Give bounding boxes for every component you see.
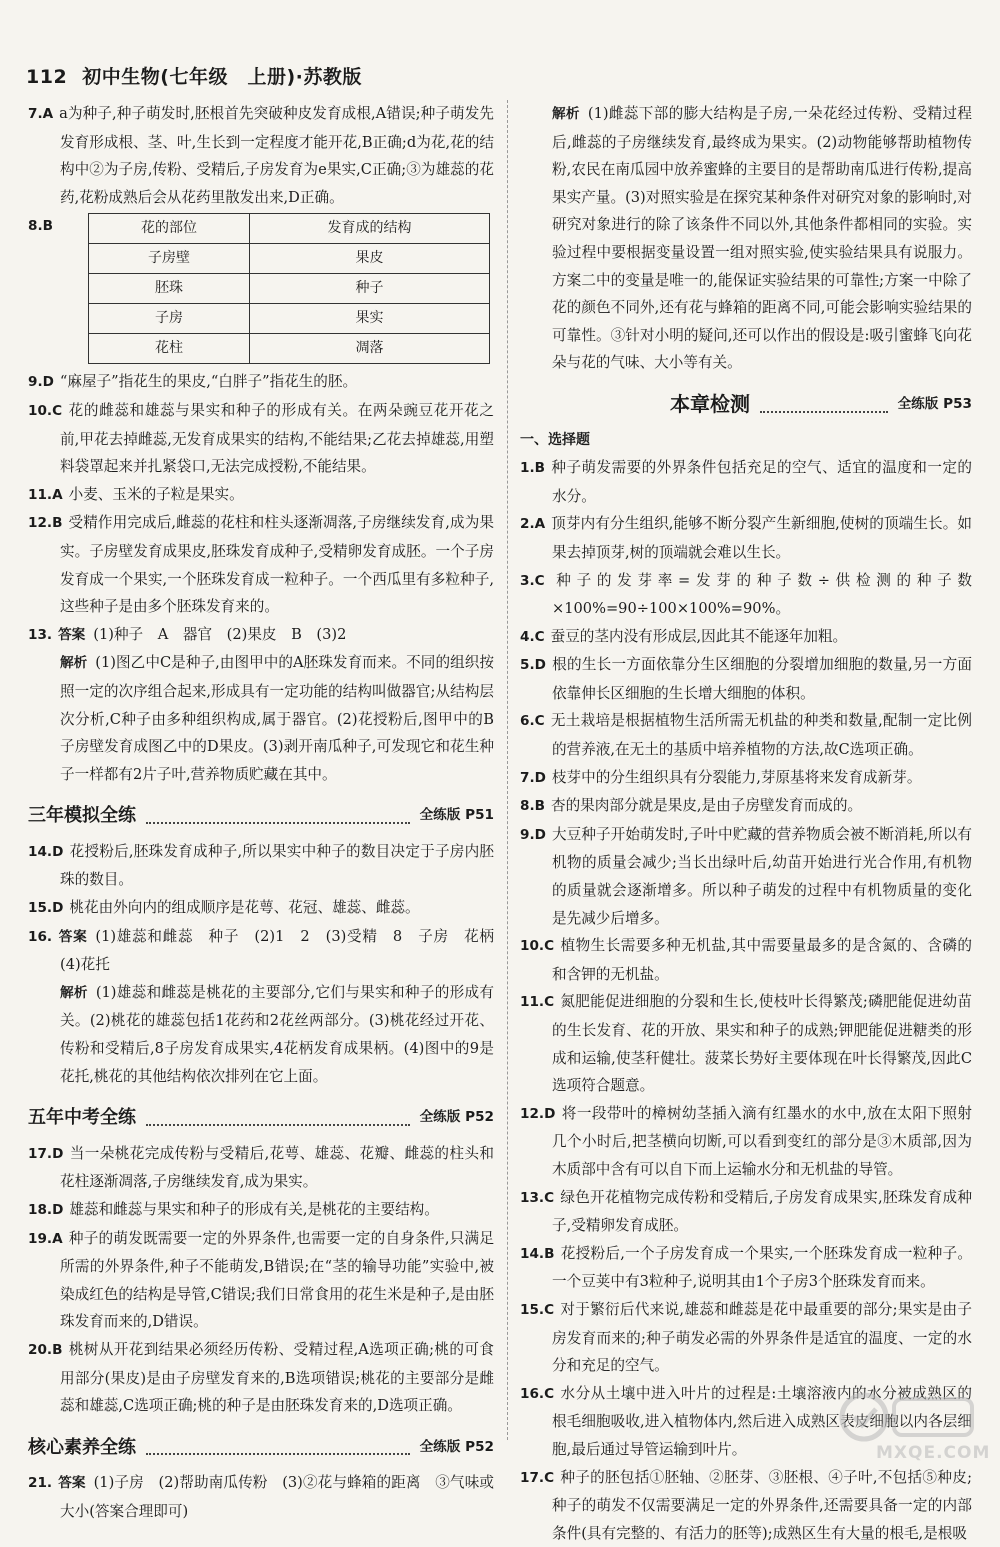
answer-number: 1.B bbox=[520, 460, 545, 476]
answer-number: 2.A bbox=[520, 516, 545, 532]
answer-item bbox=[520, 764, 972, 793]
page-title: 初中生物(七年级 上册)·苏教版 bbox=[82, 66, 362, 88]
answer-number: 16.C bbox=[520, 1386, 554, 1402]
answer-text: 氮肥能促进细胞的分裂和生长,使枝叶长得繁茂;磷肥能促进幼苗的生长发育、花的开放、果实和种子的成熟;钾肥能促进糖类的形成和运输,使茎秆健壮。菠菜长势好主要体现在叶长得繁茂,因此C选项符合题意。 bbox=[552, 993, 972, 1094]
answer-text: 杏的果肉部分就是果皮,是由子房壁发育而成的。 bbox=[551, 797, 862, 814]
section-heading: 五年中考全练 全练版 P52 bbox=[28, 1104, 494, 1132]
answer-item: 21. 答案 (1)子房 (2)帮助南瓜传粉 (3)②花与蜂箱的距离 ③气味或大小(答案合理即可) bbox=[28, 1469, 494, 1525]
answer-text: 无土栽培是根据植物生活所需无机盐的种类和数量,配制一定比例的营养液,在无土的基质中培养植物的方法,故C选项正确。 bbox=[551, 712, 972, 758]
answer-number: 8.B bbox=[520, 798, 545, 814]
answer-number: 5.D bbox=[520, 657, 546, 673]
section-heading: 三年模拟全练 全练版 P51 bbox=[28, 802, 494, 830]
answer-text: 水分从土壤中进入叶片的过程是:土壤溶液内的水分被成熟区的根毛细胞吸收,进入植物体内,然后进入成熟区表皮细胞以内各层细胞,最后通过导管运输到叶片。 bbox=[552, 1385, 972, 1458]
answer-item bbox=[520, 707, 972, 763]
answer-text: 枝芽中的分生组织具有分裂能力,芽原基将来发育成新芽。 bbox=[552, 769, 922, 786]
answer-item bbox=[520, 623, 972, 652]
answer-item: 7.A a为种子,种子萌发时,胚根首先突破种皮发育成根,A错误;种子萌发先发育形成根、茎、叶,生长到一定程度才能开花,B正确;d为花,花的结构中②为子房,传粉、受精后,子房发育为e果实,C正确;③为雄蕊的花药,花粉成熟后会从花药里散发出来,D正确。 bbox=[28, 100, 494, 211]
answer-text: 顶芽内有分生组织,能够不断分裂产生新细胞,使树的顶端生长。如果去掉顶芽,树的顶端就会难以生长。 bbox=[551, 515, 972, 561]
answer-number: 4.C bbox=[520, 629, 545, 645]
answer-number: 12.D bbox=[520, 1106, 555, 1122]
left-column bbox=[28, 100, 494, 1526]
answer-item: 17.D 当一朵桃花完成传粉与受精后,花萼、雄蕊、花瓣、雌蕊的柱头和花柱逐渐凋落,子房继续发育,成为果实。 bbox=[28, 1140, 494, 1196]
column-divider bbox=[507, 100, 508, 1440]
answer-text: 大豆种子开始萌发时,子叶中贮藏的营养物质会被不断消耗,所以有机物的质量会减少;当长出绿叶后,幼苗开始进行光合作用,有机物的质量就会逐渐增多。所以种子萌发的过程中有机物质量的变化是先减少后增多。 bbox=[552, 826, 972, 927]
subsection-heading: 一、选择题 bbox=[520, 427, 972, 455]
answer-number: 6.C bbox=[520, 713, 545, 729]
answer-item bbox=[520, 1240, 972, 1296]
answer-item: 14.D 花授粉后,胚珠发育成种子,所以果实中种子的数目决定于子房内胚珠的数目。 bbox=[28, 838, 494, 894]
right-column bbox=[520, 100, 972, 1547]
page-header bbox=[26, 62, 362, 89]
answer-text: 蚕豆的茎内没有形成层,因此其不能逐年加粗。 bbox=[551, 628, 848, 645]
answer-item-table: 8.B 花的部位 发育成的结构 子房壁 果皮 胚珠 种子 子房 果实 花柱 凋落 bbox=[28, 213, 494, 364]
answer-item: 10.C 花的雌蕊和雄蕊与果实和种子的形成有关。在两朵豌豆花开花之前,甲花去掉雌蕊,无发育成果实的结构,不能结果;乙花去掉雄蕊,用塑料袋罩起来并扎紧袋口,无法完成授粉,不能结果。 bbox=[28, 397, 494, 481]
answer-item bbox=[520, 792, 972, 821]
answer-item: 18.D 雄蕊和雌蕊与果实和种子的形成有关,是桃花的主要结构。 bbox=[28, 1196, 494, 1225]
answer-item bbox=[520, 1464, 972, 1547]
answer-text: 植物生长需要多种无机盐,其中需要量最多的是含氮的、含磷的和含钾的无机盐。 bbox=[552, 937, 972, 983]
answer-item: 20.B 桃树从开花到结果必须经历传粉、受精过程,A选项正确;桃的可食用部分(果皮)是由子房壁发育来的,B选项错误;桃花的主要部分是雌蕊和雄蕊,C选项正确;桃的种子是由胚珠发育来的,D选项正确。 bbox=[28, 1336, 494, 1420]
answer-item bbox=[520, 454, 972, 510]
section-heading: 核心素养全练 全练版 P52 bbox=[28, 1434, 494, 1462]
section-heading: 本章检测 全练版 P53 bbox=[670, 391, 972, 419]
answer-number: 9.D bbox=[520, 827, 546, 843]
watermark-text: MXQE.COM bbox=[876, 1443, 990, 1463]
analysis: 解析 (1)雌蕊下部的膨大结构是子房,一朵花经过传粉、受精过程后,雌蕊的子房继续发育,最终成为果实。(2)动物能够帮助植物传粉,农民在南瓜园中放养蜜蜂的主要目的是帮助南瓜进行传粉,提高果实产量。(3)对照实验是在探究某种条件对研究对象的影响时,对研究对象进行的除了该条件不同以外,其他条件都相同的实验。实验过程中要根据变量设置一组对照实验,使实验结果具有说服力。方案二中的变量是唯一的,能保证实验结果的可靠性;方案一中除了花的颜色不同外,还有花与蜂箱的距离不同,可能会影响实验结果的可靠性。③针对小明的疑问,还可以作出的假设是:吸引蜜蜂飞向花朵与花的气味、大小等有关。 bbox=[520, 100, 972, 377]
flower-parts-table: 花的部位 发育成的结构 子房壁 果皮 胚珠 种子 子房 果实 花柱 凋落 bbox=[88, 213, 490, 364]
answer-text: 种子的发芽率=发芽的种子数÷供检测的种子数×100%=90÷100×100%=90%。 bbox=[551, 572, 972, 618]
answer-number: 14.B bbox=[520, 1246, 554, 1262]
answer-item: 16. 答案 (1)雄蕊和雌蕊 种子 (2)1 2 (3)受精 8 子房 花柄 (4)花托 bbox=[28, 923, 494, 979]
answer-number: 7.D bbox=[520, 770, 546, 786]
answer-item: 13. 答案 (1)种子 A 器官 (2)果皮 B (3)2 bbox=[28, 621, 494, 650]
answer-item bbox=[520, 1296, 972, 1380]
answer-text: 种子萌发需要的外界条件包括充足的空气、适宜的温度和一定的水分。 bbox=[551, 459, 972, 505]
watermark-logo bbox=[836, 1377, 986, 1467]
answer-item: 11.A 小麦、玉米的子粒是果实。 bbox=[28, 481, 494, 510]
answer-text: 花授粉后,一个子房发育成一个果实,一个胚珠发育成一粒种子。一个豆荚中有3粒种子,说明其由1个子房3个胚珠发育而来。 bbox=[552, 1245, 972, 1291]
answer-item bbox=[520, 651, 972, 707]
answer-number: 3.C bbox=[520, 573, 545, 589]
answer-item bbox=[520, 1184, 972, 1240]
answer-number: 15.C bbox=[520, 1302, 554, 1318]
answer-text: 绿色开花植物完成传粉和受精后,子房发育成果实,胚珠发育成种子,受精卵发育成胚。 bbox=[552, 1189, 972, 1235]
answer-item bbox=[520, 567, 972, 623]
answer-number: 13.C bbox=[520, 1190, 554, 1206]
answer-item: 19.A 种子的萌发既需要一定的外界条件,也需要一定的自身条件,只满足所需的外界条件,种子不能萌发,B错误;在“茎的输导功能”实验中,被染成红色的结构是导管,C错误;我们日常食用的花生米是种子,是由胚珠发育而来的,D错误。 bbox=[28, 1225, 494, 1336]
answer-item: 15.D 桃花由外向内的组成顺序是花萼、花冠、雄蕊、雌蕊。 bbox=[28, 894, 494, 923]
answer-text: 将一段带叶的樟树幼茎插入滴有红墨水的水中,放在太阳下照射几个小时后,把茎横向切断,可以看到变红的部分是③木质部,因为木质部中含有可以自下而上运输水分和无机盐的导管。 bbox=[552, 1105, 972, 1178]
answer-text: 对于繁衍后代来说,雄蕊和雌蕊是花中最重要的部分;果实是由子房发育而来的;种子萌发必需的外界条件是适宜的温度、一定的水分和充足的空气。 bbox=[552, 1301, 972, 1374]
answer-item bbox=[520, 510, 972, 566]
answer-number: 10.C bbox=[520, 938, 554, 954]
answer-text: 种子的胚包括①胚轴、②胚芽、③胚根、④子叶,不包括⑤种皮;种子的萌发不仅需要满足一定的外界条件,还需要具备一定的内部条件(具有完整的、有活力的胚等);成熟区生有大量的根毛,是根吸 bbox=[552, 1469, 972, 1542]
answer-number: 17.C bbox=[520, 1470, 554, 1486]
answer-item: 9.D “麻屋子”指花生的果皮,“白胖子”指花生的胚。 bbox=[28, 368, 494, 397]
answer-text: 根的生长一方面依靠分生区细胞的分裂增加细胞的数量,另一方面依靠伸长区细胞的生长增大细胞的体积。 bbox=[552, 656, 972, 702]
answer-item: 12.B 受精作用完成后,雌蕊的花柱和柱头逐渐凋落,子房继续发育,成为果实。子房壁发育成果皮,胚珠发育成种子,受精卵发育成胚。一个子房发育成一个果实,一个胚珠发育成一粒种子。一个西瓜里有多粒种子,这些种子是由多个胚珠发育来的。 bbox=[28, 509, 494, 620]
answer-item bbox=[520, 1100, 972, 1184]
answer-item bbox=[520, 988, 972, 1099]
answer-number: 11.C bbox=[520, 994, 554, 1010]
page-number: 112 bbox=[26, 66, 67, 88]
analysis: 解析 (1)雄蕊和雌蕊是桃花的主要部分,它们与果实和种子的形成有关。(2)桃花的雄蕊包括1花药和2花丝两部分。(3)桃花经过开花、传粉和受精后,8子房发育成果实,4花柄发育成果柄。(4)图中的9是花托,桃花的其他结构依次排列在它上面。 bbox=[28, 979, 494, 1090]
answer-item bbox=[520, 932, 972, 988]
analysis: 解析 (1)图乙中C是种子,由图甲中的A胚珠发育而来。不同的组织按照一定的次序组合起来,形成具有一定功能的结构叫做器官;从结构层次分析,C种子由多种组织构成,属于器官。(2)花授粉后,图甲中的B子房壁发育成图乙中的D果皮。(3)剥开南瓜种子,可发现它和花生种子一样都有2片子叶,营养物质贮藏在其中。 bbox=[28, 649, 494, 788]
answer-item bbox=[520, 821, 972, 932]
